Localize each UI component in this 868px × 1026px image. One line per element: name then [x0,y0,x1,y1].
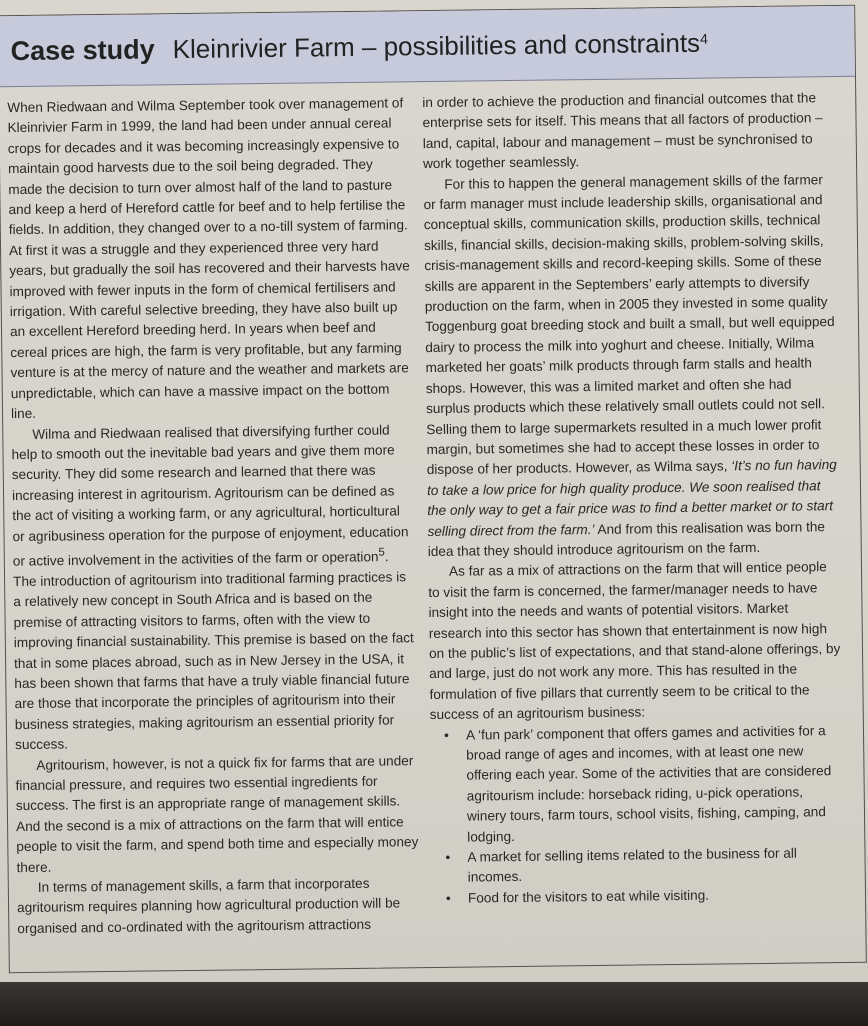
case-study-header [0,6,855,87]
title-text: Kleinrivier Farm – possibilities and constraints [172,27,701,65]
list-item: • A ‘fun park’ component that offers games and activities for a broad range of ages and incomes, with at least one new offering each year. Some of the activities that are considered agritourism include: horseback riding, u-pick operations, winery tours, farm tours, school visits, fishing, camping, and lodging. [430,721,843,848]
paragraph-attractions: As far as a mix of attractions on the farm that will entice people to visit the farm is concerned, the farmer/manager needs to have insight into the needs and wants of potential visitors. Market research into this sector has shown that entertainment is now high on the public’s list of expectations, and that stand-alone offerings, by and large, just do not work any more. This has resulted in the formulation of five pillars that currently seem to be critical to the success of an agritourism business: [428,559,841,723]
paragraph-intro: When Riedwaan and Wilma September took over management of Kleinrivier Farm in 1999, the land had been under annual cereal crops for decades and it was becoming increasingly expensive to maintain good harvests due to the soil being degraded. They made the decision to turn over almost half of the land to pasture and keep a herd of Hereford cattle for beef and to help fertilise the fields. In addition, they changed over to a no-till system of farming. At first it was a struggle and they experienced three very hard years, but gradually the soil has recovered and their harvests have improved with fewer inputs in the form of chemical fertilisers and irrigation. With careful selective breeding, they have also built up an excellent Hereford breeding herd. In years when beef and cereal prices are high, the farm is very profitable, but any farming venture is at the mercy of nature and the weather and markets are unpredictable, which can have a massive impact on the bottom line. [7,95,410,422]
paragraph-skills-text-a: For this to happen the general management skills of the farmer or farm manager must include leadership skills, organisational and conceptual skills, communication skills, production skills, technical skills, financial skills, decision-making skills, problem-solving skills, crisis-management skills and record-keeping skills. Some of these skills are apparent in the Septembers’ early attempts to diversify production on the farm, when in 2005 they invested in some quality Toggenburg goat breeding stock and built a small, but well equipped dairy to process the milk into yoghurt and cheese. Initially, Wilma marketed her goats’ milk products through farm stalls and health shops. However, this was a limited market and often she had surplus products which these relatively small outlets could not sell. Selling them to large supermarkets resulted in a much lower profit margin, but sometimes she had to accept these losses in order to dispose of her products. However, as Wilma says, [423,171,835,478]
footnote-ref-5: 5 [378,546,385,559]
case-study-label: Case study [10,34,155,67]
dark-background-edge [0,982,868,1026]
list-item: • Food for the visitors to eat while visiting. [432,884,844,909]
paragraph-not-quick-fix: Agritourism, however, is not a quick fix for farms that are under financial pressure, and requires two essential ingredients for success. The first is an appropriate range of management skills. And the second is a mix of attractions on the farm that will entice people to visit the farm, and spend both time and especially money there. [15,752,419,875]
footnote-ref-4: 4 [699,30,708,47]
pillars-list [430,721,844,910]
left-column [7,93,419,939]
paragraph-skills [423,170,840,563]
case-study-box [0,5,867,973]
case-study-title [10,28,708,68]
paragraph-continued: in order to achieve the production and financial outcomes that the enterprise sets for itself. This means that all factors of production – land, capital, labour and management – must be synchronised to work together seamlessly. [422,90,823,172]
paragraph-management-skills: In terms of management skills, a farm that incorporates agritourism requires planning how agricultural production will be organised and co-ordinated with the agritourism attractions [16,875,401,936]
paragraph-diversifying-text-a: Wilma and Riedwaan realised that diversifying further could help to smooth out the inevitable bad years and give them more security. They did some research and learned that there was increasing interest in agritourism. Agritourism can be defined as the act of visiting a working farm, or any agricultural, horticultural or agribusiness operation for the purpose of enjoyment, education or active involvement in the activities of the farm or operation [11,422,409,569]
paragraph-skills-text-b: And from this realisation was born the idea that they should introduce agritourism on the farm. [427,518,826,559]
paragraph-diversifying [11,420,417,756]
list-item: • A market for selling items related to the business for all incomes. [431,843,843,889]
right-column [422,88,844,909]
paragraph-diversifying-text-b: . The introduction of agritourism into traditional farming practices is a relatively new concept in South Africa and is based on the premise of attracting visitors to farms, often with the view to improving financial sustainability. This premise is based on the fact that in some places abroad, such as in New Jersey in the USA, it has been shown that farms that have a truly viable financial future are those that incorporate the principles of agritourism into their business strategies, making agritourism an essential priority for success. [13,549,414,753]
wilma-quote: ‘It’s no fun having to take a low price for high quality produce. We soon realised that the only way to get a fair price was to find a better market or to start selling direct from the farm.’ [426,457,837,539]
